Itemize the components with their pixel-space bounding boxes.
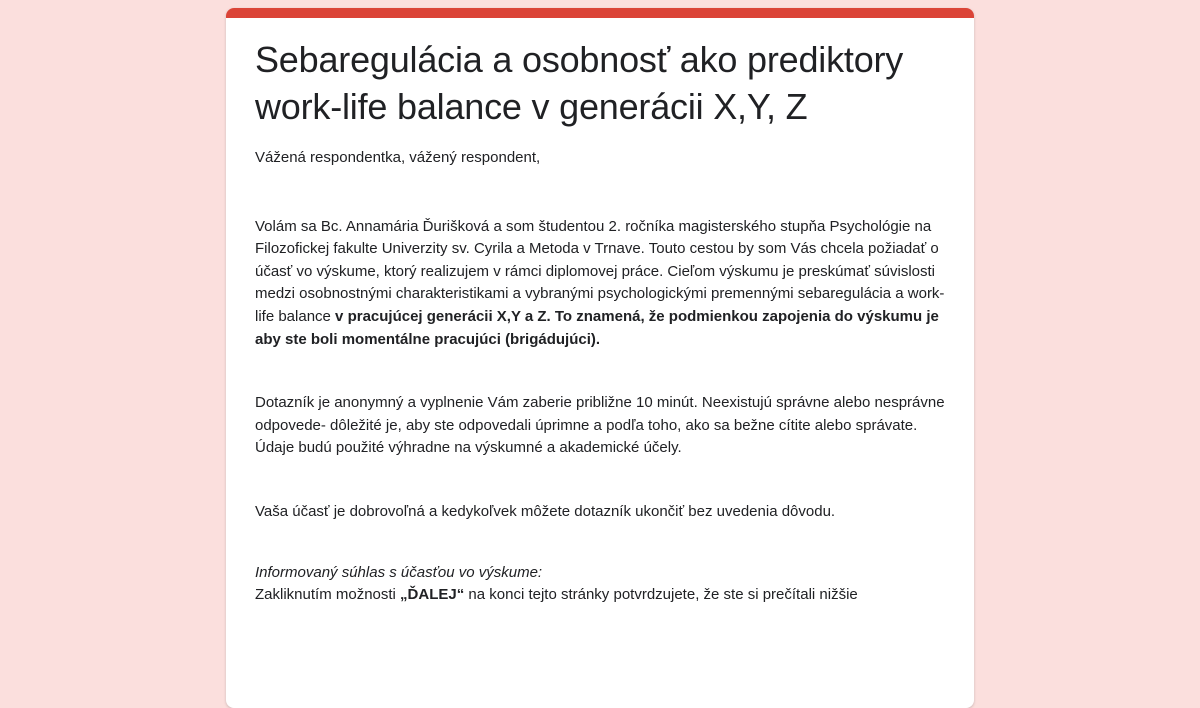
- form-description: [255, 147, 947, 607]
- intro-text: Volám sa Bc. Annamária Ďurišková a som študentou 2. ročníka magisterského stupňa Psychológie na Filozofickej fakulte Univerzity sv. Cyrila a Metoda v Trnave. Touto cestou by som Vás chcela požiadať o účasť vo výskume, ktorý realizujem v rámci diplomovej práce. Cieľom výskumu je preskúmať súvislosti medzi osobnostnými charakteristikami a vybranými psychologickými premennými sebaregulácia a work-life balance: [255, 217, 945, 325]
- form-header: [255, 36, 947, 607]
- voluntary-paragraph: Vaša účasť je dobrovoľná a kedykoľvek môžete dotazník ukončiť bez uvedenia dôvodu.: [255, 502, 836, 520]
- consent-text-start: Zakliknutím možnosti: [255, 586, 401, 604]
- form-accent-bar: [226, 8, 974, 18]
- consent-heading: Informovaný súhlas s účasťou vo výskume:: [255, 563, 543, 581]
- consent-next-label: „ĎALEJ“: [400, 586, 465, 604]
- greeting-text: Vážená respondentka, vážený respondent,: [255, 149, 541, 166]
- intro-bold-text: v pracujúcej generácii X,Y a Z. To znamená, že podmienkou zapojenia do výskumu je aby ste boli momentálne pracujúci (brigádujúci).: [255, 307, 939, 348]
- intro-paragraph: [255, 216, 947, 352]
- consent-text-rest: na konci tejto stránky potvrdzujete, že ste si prečítali nižšie: [464, 586, 858, 604]
- form-card: [226, 8, 974, 708]
- anonymity-paragraph: Dotazník je anonymný a vyplnenie Vám zaberie približne 10 minút. Neexistujú správne alebo nesprávne odpovede- dôležité je, aby ste odpovedali úprimne a podľa toho, ako sa bežne cítite alebo správate. Údaje budú použité výhradne na výskumné a akademické účely.: [255, 394, 945, 457]
- form-title: Sebaregulácia a osobnosť ako prediktory work-life balance v generácii X,Y, Z: [255, 39, 904, 127]
- consent-paragraph: [255, 584, 947, 607]
